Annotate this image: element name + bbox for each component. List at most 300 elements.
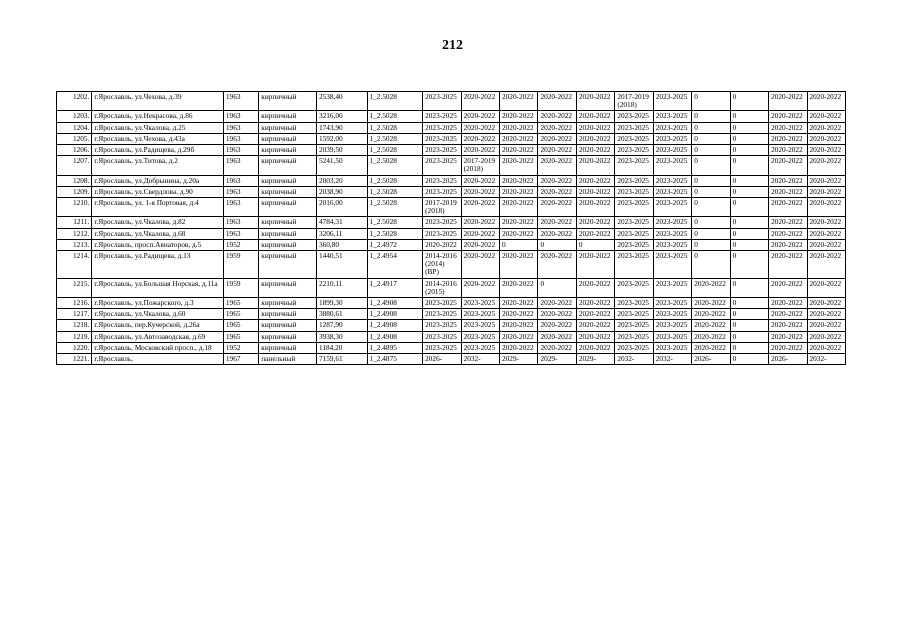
period-cell: 2020-2022 [692, 320, 730, 331]
period-cell: 2020-2022 [576, 251, 614, 279]
period-cell: 2023-2025 [653, 156, 691, 175]
address-cell: г.Ярославль, ул.Чехова, д.43а [92, 133, 224, 144]
period-cell: 2023-2025 [653, 133, 691, 144]
code-cell: 1_2.4875 [367, 354, 423, 365]
address-cell: г.Ярославль, ул.Радищева, д.29б [92, 145, 224, 156]
period-cell: 0 [692, 156, 730, 175]
period-cell: 2023-2025 [653, 298, 691, 309]
period-cell: 2023-2025 [653, 331, 691, 342]
period-cell: 2020-2022 [807, 133, 846, 144]
row-number-cell: 1216. [57, 298, 92, 309]
row-number-cell: 1205. [57, 133, 92, 144]
year-built-cell: 1963 [223, 175, 258, 186]
table-row [57, 331, 846, 342]
wall-material-cell: кирпичный [259, 228, 317, 239]
period-cell: 2023-2025 [653, 309, 691, 320]
period-cell: 2023-2025 [615, 320, 653, 331]
address-cell: г.Ярославль, ул.Чехова, д.39 [92, 92, 224, 111]
period-cell: 2023-2025 [423, 111, 461, 122]
area-cell: 3938,30 [316, 331, 367, 342]
period-cell: 2020-2022 [500, 186, 538, 197]
period-cell: 0 [730, 342, 768, 353]
period-cell: 2020-2022 [692, 298, 730, 309]
period-cell: 2020-2022 [461, 145, 499, 156]
code-cell: 1_2.5028 [367, 122, 423, 133]
wall-material-cell: кирпичный [259, 133, 317, 144]
period-cell: 2023-2025 [615, 217, 653, 228]
area-cell: 2038,90 [316, 186, 367, 197]
row-number-cell: 1208. [57, 175, 92, 186]
period-cell: 2023-2025 [423, 228, 461, 239]
area-cell: 3216,00 [316, 111, 367, 122]
area-cell: 1592,00 [316, 133, 367, 144]
period-cell: 2023-2025 [461, 331, 499, 342]
table-row [57, 186, 846, 197]
table-body [57, 92, 846, 365]
wall-material-cell: кирпичный [259, 239, 317, 250]
period-cell: 2020-2022 [692, 309, 730, 320]
row-number-cell: 1218. [57, 320, 92, 331]
period-cell: 2029- [500, 354, 538, 365]
period-cell: 0 [692, 239, 730, 250]
area-cell: 3880,61 [316, 309, 367, 320]
period-cell: 2023-2025 [653, 186, 691, 197]
period-cell: 2023-2025 [423, 133, 461, 144]
period-cell: 2020-2022 [500, 331, 538, 342]
table-row [57, 251, 846, 279]
period-cell: 2023-2025 [615, 145, 653, 156]
period-cell: 2014-2016 (2015) [423, 278, 461, 297]
period-cell: 2020-2022 [769, 198, 807, 217]
period-cell: 0 [730, 122, 768, 133]
period-cell: 2020-2022 [500, 278, 538, 297]
period-cell: 2020-2022 [769, 217, 807, 228]
period-cell: 2023-2025 [653, 251, 691, 279]
area-cell: 4784,31 [316, 217, 367, 228]
period-cell: 2020-2022 [500, 175, 538, 186]
period-cell: 2020-2022 [500, 228, 538, 239]
code-cell: 1_2.5028 [367, 92, 423, 111]
year-built-cell: 1963 [223, 145, 258, 156]
period-cell: 2020-2022 [461, 186, 499, 197]
period-cell: 2020-2022 [807, 122, 846, 133]
wall-material-cell: кирпичный [259, 298, 317, 309]
period-cell: 2023-2025 [615, 175, 653, 186]
code-cell: 1_2.4954 [367, 251, 423, 279]
period-cell: 2020-2022 [576, 320, 614, 331]
period-cell: 2020-2022 [576, 278, 614, 297]
period-cell: 0 [730, 217, 768, 228]
code-cell: 1_2.4917 [367, 278, 423, 297]
period-cell: 2023-2025 [423, 122, 461, 133]
period-cell: 2026- [692, 354, 730, 365]
wall-material-cell: кирпичный [259, 217, 317, 228]
address-cell: г.Ярославль, пер.Кучерской, д.26а [92, 320, 224, 331]
wall-material-cell: кирпичный [259, 320, 317, 331]
code-cell: 1_2.5028 [367, 186, 423, 197]
period-cell: 2020-2022 [576, 342, 614, 353]
period-cell: 2020-2022 [807, 156, 846, 175]
year-built-cell: 1952 [223, 239, 258, 250]
period-cell: 2023-2025 [615, 122, 653, 133]
period-cell: 0 [730, 145, 768, 156]
period-cell: 2020-2022 [769, 251, 807, 279]
row-number-cell: 1211. [57, 217, 92, 228]
period-cell: 2023-2025 [615, 342, 653, 353]
table-row [57, 228, 846, 239]
period-cell: 0 [538, 239, 576, 250]
year-built-cell: 1959 [223, 278, 258, 297]
wall-material-cell: кирпичный [259, 145, 317, 156]
row-number-cell: 1206. [57, 145, 92, 156]
period-cell: 2020-2022 [807, 251, 846, 279]
wall-material-cell: кирпичный [259, 122, 317, 133]
period-cell: 2020-2022 [576, 156, 614, 175]
period-cell: 2020-2022 [538, 298, 576, 309]
period-cell: 2023-2025 [461, 298, 499, 309]
period-cell: 2014-2016 (2014) (ВР) [423, 251, 461, 279]
period-cell: 2020-2022 [538, 92, 576, 111]
period-cell: 2023-2025 [653, 122, 691, 133]
period-cell: 2023-2025 [423, 175, 461, 186]
address-cell: г.Ярославль, ул.Добрынина, д.20а [92, 175, 224, 186]
period-cell: 2020-2022 [807, 331, 846, 342]
period-cell: 0 [730, 175, 768, 186]
period-cell: 0 [576, 239, 614, 250]
period-cell: 2020-2022 [500, 251, 538, 279]
row-number-cell: 1221. [57, 354, 92, 365]
code-cell: 1_2.4908 [367, 309, 423, 320]
code-cell: 1_2.4908 [367, 298, 423, 309]
period-cell: 2029- [576, 354, 614, 365]
period-cell: 2020-2022 [500, 92, 538, 111]
area-cell: 5241,50 [316, 156, 367, 175]
period-cell: 2020-2022 [538, 133, 576, 144]
wall-material-cell: кирпичный [259, 342, 317, 353]
period-cell: 2020-2022 [576, 228, 614, 239]
period-cell: 2020-2022 [500, 156, 538, 175]
code-cell: 1_2.4908 [367, 331, 423, 342]
period-cell: 2020-2022 [769, 331, 807, 342]
period-cell: 0 [538, 278, 576, 297]
period-cell: 2020-2022 [807, 239, 846, 250]
period-cell: 2020-2022 [538, 331, 576, 342]
period-cell: 2020-2022 [807, 198, 846, 217]
area-cell: 2210,11 [316, 278, 367, 297]
period-cell: 2023-2025 [653, 320, 691, 331]
period-cell: 2020-2022 [538, 111, 576, 122]
period-cell: 0 [692, 175, 730, 186]
period-cell: 0 [692, 198, 730, 217]
period-cell: 2020-2022 [538, 198, 576, 217]
period-cell: 2020-2022 [692, 278, 730, 297]
area-cell: 2016,00 [316, 198, 367, 217]
period-cell: 2020-2022 [807, 175, 846, 186]
period-cell: 2020-2022 [538, 186, 576, 197]
wall-material-cell: кирпичный [259, 186, 317, 197]
period-cell: 2020-2022 [769, 156, 807, 175]
period-cell: 0 [730, 320, 768, 331]
period-cell: 2020-2022 [500, 122, 538, 133]
period-cell: 2020-2022 [576, 111, 614, 122]
period-cell: 2023-2025 [423, 145, 461, 156]
row-number-cell: 1209. [57, 186, 92, 197]
period-cell: 2020-2022 [576, 133, 614, 144]
period-cell: 0 [692, 228, 730, 239]
period-cell: 2020-2022 [461, 278, 499, 297]
wall-material-cell: панельный [259, 354, 317, 365]
period-cell: 2023-2025 [653, 278, 691, 297]
table-row [57, 92, 846, 111]
period-cell: 2020-2022 [576, 145, 614, 156]
period-cell: 2023-2025 [615, 198, 653, 217]
address-cell: г.Ярославль, просп.Авиаторов, д.5 [92, 239, 224, 250]
period-cell: 0 [730, 186, 768, 197]
row-number-cell: 1203. [57, 111, 92, 122]
table-row [57, 198, 846, 217]
code-cell: 1_2.4908 [367, 320, 423, 331]
period-cell: 2020-2022 [807, 228, 846, 239]
period-cell: 2020-2022 [576, 186, 614, 197]
period-cell: 2020-2022 [769, 92, 807, 111]
period-cell: 2023-2025 [423, 298, 461, 309]
row-number-cell: 1215. [57, 278, 92, 297]
period-cell: 2023-2025 [615, 251, 653, 279]
period-cell: 2026- [423, 354, 461, 365]
address-cell: г.Ярославль, ул.Чкалова, д.82 [92, 217, 224, 228]
table-row [57, 239, 846, 250]
period-cell: 2020-2022 [769, 145, 807, 156]
year-built-cell: 1967 [223, 354, 258, 365]
period-cell: 2020-2022 [538, 320, 576, 331]
code-cell: 1_2.5028 [367, 133, 423, 144]
period-cell: 2020-2022 [807, 186, 846, 197]
period-cell: 2020-2022 [769, 186, 807, 197]
period-cell: 2020-2022 [538, 217, 576, 228]
year-built-cell: 1963 [223, 228, 258, 239]
period-cell: 2023-2025 [423, 156, 461, 175]
period-cell: 2029- [538, 354, 576, 365]
period-cell: 2020-2022 [461, 198, 499, 217]
period-cell: 2020-2022 [500, 342, 538, 353]
address-cell: г.Ярославль, ул. 1-я Портовая, д.4 [92, 198, 224, 217]
period-cell: 2020-2022 [807, 111, 846, 122]
period-cell: 2020-2022 [576, 122, 614, 133]
area-cell: 7159,61 [316, 354, 367, 365]
table-row [57, 342, 846, 353]
code-cell: 1_2.5028 [367, 198, 423, 217]
wall-material-cell: кирпичный [259, 278, 317, 297]
address-cell: г.Ярославль, ул.Чкалова, д.25 [92, 122, 224, 133]
period-cell: 2023-2025 [423, 186, 461, 197]
period-cell: 2023-2025 [423, 331, 461, 342]
table-row [57, 133, 846, 144]
period-cell: 2032- [615, 354, 653, 365]
period-cell: 2017-2019 (2018) [461, 156, 499, 175]
period-cell: 2020-2022 [461, 111, 499, 122]
area-cell: 2003,20 [316, 175, 367, 186]
address-cell: г.Ярославль, ул.Свердлова, д.90 [92, 186, 224, 197]
address-cell: г.Ярославль, ул.Радищева, д.13 [92, 251, 224, 279]
wall-material-cell: кирпичный [259, 331, 317, 342]
period-cell: 2023-2025 [423, 309, 461, 320]
period-cell: 0 [692, 133, 730, 144]
table-row [57, 217, 846, 228]
period-cell: 0 [692, 145, 730, 156]
period-cell: 2017-2019 (2018) [615, 92, 653, 111]
period-cell: 2020-2022 [538, 342, 576, 353]
period-cell: 0 [692, 92, 730, 111]
period-cell: 2020-2022 [769, 298, 807, 309]
period-cell: 2023-2025 [461, 320, 499, 331]
period-cell: 2017-2019 (2018) [423, 198, 461, 217]
period-cell: 2023-2025 [615, 228, 653, 239]
area-cell: 1184,20 [316, 342, 367, 353]
page-number: 212 [442, 38, 463, 53]
area-cell: 1287,90 [316, 320, 367, 331]
wall-material-cell: кирпичный [259, 111, 317, 122]
period-cell: 2023-2025 [423, 217, 461, 228]
period-cell: 2023-2025 [653, 92, 691, 111]
period-cell: 2020-2022 [769, 111, 807, 122]
wall-material-cell: кирпичный [259, 156, 317, 175]
code-cell: 1_2.5028 [367, 156, 423, 175]
period-cell: 2023-2025 [653, 175, 691, 186]
period-cell: 2020-2022 [769, 342, 807, 353]
address-cell: г.Ярославль, ул.Титова, д.2 [92, 156, 224, 175]
period-cell: 2020-2022 [769, 278, 807, 297]
table-row [57, 156, 846, 175]
area-cell: 1440,51 [316, 251, 367, 279]
table-row [57, 354, 846, 365]
year-built-cell: 1963 [223, 133, 258, 144]
wall-material-cell: кирпичный [259, 175, 317, 186]
period-cell: 2023-2025 [653, 145, 691, 156]
period-cell: 0 [692, 122, 730, 133]
address-cell: г.Ярославль, ул.Большая Норская, д.11а [92, 278, 224, 297]
period-cell: 2023-2025 [615, 278, 653, 297]
period-cell: 2023-2025 [423, 320, 461, 331]
wall-material-cell: кирпичный [259, 198, 317, 217]
period-cell: 2020-2022 [500, 133, 538, 144]
period-cell: 2023-2025 [615, 133, 653, 144]
period-cell: 2020-2022 [769, 122, 807, 133]
year-built-cell: 1959 [223, 251, 258, 279]
period-cell: 2020-2022 [692, 342, 730, 353]
table-row [57, 122, 846, 133]
year-built-cell: 1963 [223, 217, 258, 228]
year-built-cell: 1963 [223, 198, 258, 217]
row-number-cell: 1210. [57, 198, 92, 217]
period-cell: 2020-2022 [576, 298, 614, 309]
period-cell: 2020-2022 [576, 217, 614, 228]
period-cell: 2023-2025 [615, 239, 653, 250]
period-cell: 2023-2025 [423, 92, 461, 111]
period-cell: 2020-2022 [576, 309, 614, 320]
period-cell: 2023-2025 [653, 342, 691, 353]
period-cell: 2032- [807, 354, 846, 365]
table-row [57, 309, 846, 320]
year-built-cell: 1952 [223, 342, 258, 353]
period-cell: 2020-2022 [500, 320, 538, 331]
period-cell: 2023-2025 [615, 111, 653, 122]
period-cell: 2020-2022 [538, 145, 576, 156]
period-cell: 2032- [461, 354, 499, 365]
address-cell: г.Ярославль, ул.Чкалова, д.68 [92, 228, 224, 239]
period-cell: 2026- [769, 354, 807, 365]
code-cell: 1_2.5028 [367, 217, 423, 228]
row-number-cell: 1213. [57, 239, 92, 250]
period-cell: 0 [692, 186, 730, 197]
period-cell: 2020-2022 [576, 175, 614, 186]
area-cell: 2039,50 [316, 145, 367, 156]
period-cell: 2020-2022 [769, 228, 807, 239]
year-built-cell: 1965 [223, 309, 258, 320]
code-cell: 1_2.5028 [367, 175, 423, 186]
period-cell: 2020-2022 [807, 278, 846, 297]
period-cell: 2020-2022 [538, 156, 576, 175]
period-cell: 2020-2022 [538, 175, 576, 186]
period-cell: 2020-2022 [807, 92, 846, 111]
period-cell: 2020-2022 [500, 217, 538, 228]
area-cell: 1899,30 [316, 298, 367, 309]
code-cell: 1_2.5028 [367, 228, 423, 239]
period-cell: 2020-2022 [807, 145, 846, 156]
period-cell: 2020-2022 [461, 228, 499, 239]
period-cell: 0 [730, 92, 768, 111]
address-cell: г.Ярославль, ул.Чкалова, д.60 [92, 309, 224, 320]
period-cell: 2020-2022 [538, 122, 576, 133]
address-cell: г.Ярославль, ул.Автозаводская, д.69 [92, 331, 224, 342]
period-cell: 0 [730, 228, 768, 239]
period-cell: 2020-2022 [576, 92, 614, 111]
period-cell: 2020-2022 [500, 198, 538, 217]
period-cell: 2020-2022 [423, 239, 461, 250]
period-cell: 2023-2025 [653, 198, 691, 217]
year-built-cell: 1965 [223, 320, 258, 331]
period-cell: 2023-2025 [615, 298, 653, 309]
row-number-cell: 1202. [57, 92, 92, 111]
period-cell: 2020-2022 [807, 217, 846, 228]
period-cell: 2020-2022 [538, 228, 576, 239]
row-number-cell: 1220. [57, 342, 92, 353]
period-cell: 2020-2022 [538, 251, 576, 279]
table-row [57, 320, 846, 331]
period-cell: 2020-2022 [461, 175, 499, 186]
period-cell: 0 [730, 251, 768, 279]
address-cell: г.Ярославль, [92, 354, 224, 365]
year-built-cell: 1963 [223, 111, 258, 122]
table-row [57, 145, 846, 156]
period-cell: 2020-2022 [807, 320, 846, 331]
year-built-cell: 1965 [223, 298, 258, 309]
code-cell: 1_2.5028 [367, 111, 423, 122]
period-cell: 0 [500, 239, 538, 250]
period-cell: 2020-2022 [461, 92, 499, 111]
period-cell: 2023-2025 [653, 239, 691, 250]
year-built-cell: 1963 [223, 186, 258, 197]
row-number-cell: 1214. [57, 251, 92, 279]
row-number-cell: 1219. [57, 331, 92, 342]
address-cell: г.Ярославль, ул.Пожарского, д.3 [92, 298, 224, 309]
wall-material-cell: кирпичный [259, 309, 317, 320]
period-cell: 2023-2025 [615, 309, 653, 320]
table-row [57, 111, 846, 122]
row-number-cell: 1212. [57, 228, 92, 239]
area-cell: 3206,11 [316, 228, 367, 239]
period-cell: 2020-2022 [500, 298, 538, 309]
period-cell: 2020-2022 [500, 111, 538, 122]
